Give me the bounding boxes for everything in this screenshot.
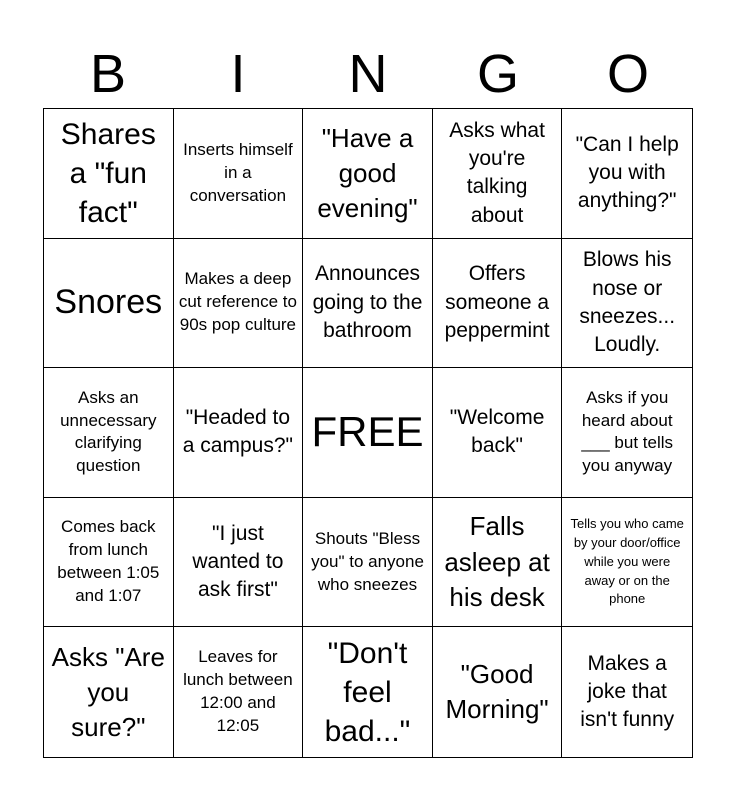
bingo-cell-r1c4[interactable] xyxy=(433,109,563,239)
cell-text: Asks what you're talking about xyxy=(449,118,545,227)
header-letter-o: O xyxy=(606,44,649,104)
cell-text: Tells you who came by your door/office while you were away or on the phone xyxy=(570,515,684,607)
bingo-cell-r4c3[interactable] xyxy=(303,498,433,628)
header-letter-i: I xyxy=(230,44,246,104)
bingo-header xyxy=(43,40,693,108)
bingo-cell-r5c3[interactable] xyxy=(303,627,433,757)
cell-text: Asks an unnecessary clarifying question xyxy=(60,387,157,476)
cell-text: Comes back from lunch between 1:05 and 1:07 xyxy=(57,517,160,606)
cell-text: "Welcome back" xyxy=(449,406,545,458)
cell-text: Offers someone a peppermint xyxy=(444,262,550,343)
cell-text: Makes a deep cut reference to 90s pop culture xyxy=(178,269,297,335)
bingo-cell-r3c2[interactable] xyxy=(174,368,304,498)
bingo-cell-r3c1[interactable] xyxy=(44,368,174,498)
bingo-cell-r2c1[interactable] xyxy=(44,239,174,369)
cell-text: "Headed to a campus?" xyxy=(182,406,293,458)
cell-text: Shouts "Bless you" to anyone who sneezes xyxy=(311,528,424,594)
cell-text: Announces going to the bathroom xyxy=(312,262,423,343)
bingo-cell-r1c1[interactable] xyxy=(44,109,174,239)
cell-text: Blows his nose or sneezes... Loudly. xyxy=(579,248,676,357)
bingo-cell-r5c4[interactable] xyxy=(433,627,563,757)
bingo-cell-r3c5[interactable] xyxy=(562,368,692,498)
bingo-cell-r2c2[interactable] xyxy=(174,239,304,369)
bingo-cell-r5c1[interactable] xyxy=(44,627,174,757)
cell-text: Asks if you heard about ___ but tells you anyway xyxy=(581,387,674,476)
cell-text: "Good Morning" xyxy=(445,659,549,725)
bingo-cell-r1c3[interactable] xyxy=(303,109,433,239)
bingo-cell-r1c2[interactable] xyxy=(174,109,304,239)
cell-text: Falls asleep at his desk xyxy=(444,511,550,612)
bingo-cell-r2c4[interactable] xyxy=(433,239,563,369)
bingo-cell-r5c2[interactable] xyxy=(174,627,304,757)
bingo-cell-r4c4[interactable] xyxy=(433,498,563,628)
bingo-board xyxy=(43,108,693,758)
bingo-cell-free[interactable] xyxy=(303,368,433,498)
cell-text: "Can I help you with anything?" xyxy=(575,132,679,213)
cell-text: "Don't feel bad..." xyxy=(324,636,411,748)
cell-text: "I just wanted to ask first" xyxy=(192,521,284,602)
header-letter-g: G xyxy=(476,44,519,104)
bingo-cell-r4c2[interactable] xyxy=(174,498,304,628)
header-letter-n: N xyxy=(348,44,388,104)
bingo-cell-r3c4[interactable] xyxy=(433,368,563,498)
cell-text: Shares a "fun fact" xyxy=(60,117,156,229)
bingo-cell-r5c5[interactable] xyxy=(562,627,692,757)
bingo-cell-r2c5[interactable] xyxy=(562,239,692,369)
header-letter-b: B xyxy=(89,44,127,104)
cell-text: Leaves for lunch between 12:00 and 12:05 xyxy=(183,647,293,736)
bingo-cell-r2c3[interactable] xyxy=(303,239,433,369)
cell-text: "Have a good evening" xyxy=(317,122,418,223)
bingo-cell-r4c5[interactable] xyxy=(562,498,692,628)
cell-text: Asks "Are you sure?" xyxy=(51,641,165,742)
free-space-label: FREE xyxy=(311,408,424,456)
bingo-cell-r4c1[interactable] xyxy=(44,498,174,628)
bingo-cell-r1c5[interactable] xyxy=(562,109,692,239)
cell-text: Makes a joke that isn't funny xyxy=(580,651,675,732)
cell-text: Snores xyxy=(54,283,163,322)
cell-text: Inserts himself in a conversation xyxy=(183,139,293,205)
